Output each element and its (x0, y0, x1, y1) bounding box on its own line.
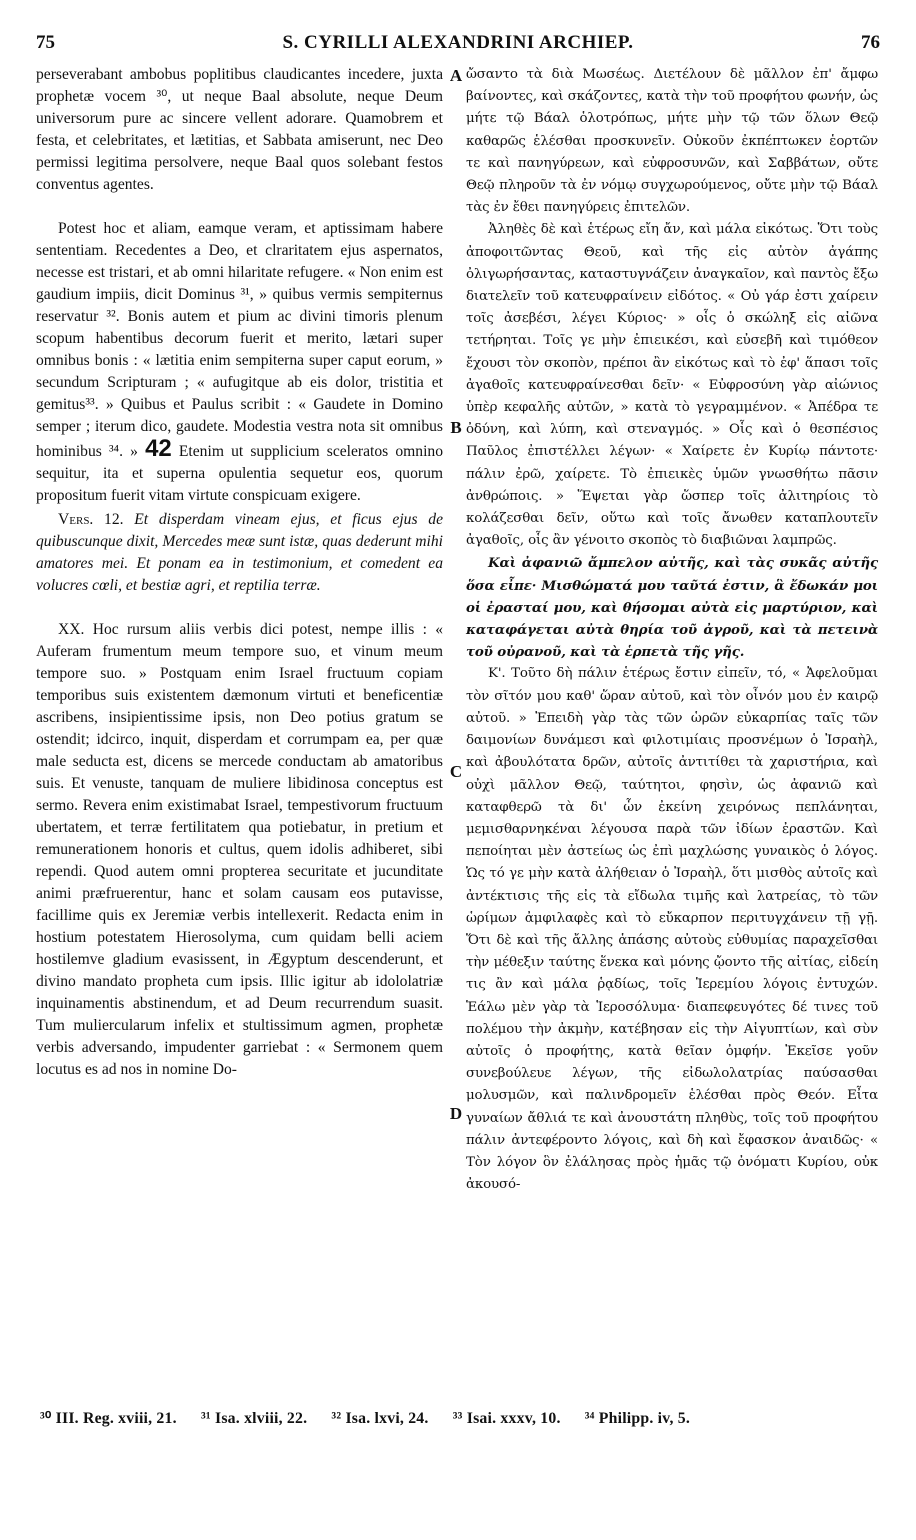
page-header (30, 32, 886, 58)
margin-marker-a: A (449, 66, 463, 85)
spacer (36, 196, 443, 218)
column-number-42: 42 (145, 435, 172, 462)
latin-text: Potest hoc et aliam, eamque veram, et aptissimam habere sententiam. Recedentes a Deo, et clraritatem ejus aspernatos, necesse est tristari, et ab omni hilaritate refugere. « Non enim est gaudium impiis, dicit Dominus ³¹, » quibus vermis sempiternus reservatur ³². Bonis autem et pium ac divini timoris plenum scopum habentibus decorum fuerit et merito, lætari super omnibus bonis : « lætitia enim sempiterna super caput eorum, » secundum Scripturam ; « aufugitque ab eis dolor, tristitia et gemitus³³. » Quibus et Paulus scribit : « Gaudete in Domino semper ; iterum dico, gaudete. Modestia vestra nota sit omnibus hominibus ³⁴. » (36, 220, 443, 460)
latin-column (36, 64, 443, 1081)
latin-paragraph: perseverabant ambobus poplitibus claudicantes incedere, juxta prophetæ vocem ³⁰, ut neque Baal absolute, neque Deum universorum pure ac sincere vellent adorare. Quamobrem et festa, et celebritates, et lætitias, et Sabbata amiserunt, nec Deo permissi legitima persolvere, neque Baal quos solebant festos conventus agentes. (36, 66, 443, 193)
greek-paragraph: ὤσαντο τὰ διὰ Μωσέως. Διετέλουν δὲ μᾶλλον ἐπ' ἄμφω βαίνοντες, καὶ σκάζοντες, κατὰ τὴν τοῦ προφήτου φωνήν, ὡς μήτε τῷ Βάαλ ὁλοτρόπως, μήτε μὴν τῷ τῶν ὅλων Θεῷ καθαρῶς ἑλέσθαι προσκυνεῖν. Οὐκοῦν ἐκπέπτωκεν ἑορτῶν τε καὶ πανηγύρεων, καὶ εὐφροσυνῶν, καὶ Σαββάτων, οὔτε Θεῷ πληροῦν τὰ ἐν νόμῳ συγχωρούμενος, οὔτε μὴν τῷ Βάαλ τὰς ἐν ἔθει πανηγύρεις ἐπιτελῶν. (466, 67, 878, 216)
margin-marker-b: B (450, 418, 462, 437)
latin-text: Etenim ut supplicium sceleratos omnino sequitur, ita et superna opulentia sequetur eos, quorum propositum fuerit vitam virtute conspicuam exigere. (36, 443, 444, 504)
footnote-31: ³¹ Isa. xlviii, 22. (200, 1410, 308, 1427)
margin-marker-d: D (449, 1104, 463, 1123)
spacer (36, 597, 443, 619)
margin-marker-c: C (449, 762, 463, 781)
latin-paragraph (36, 218, 443, 507)
running-title: S. CYRILLI ALEXANDRINI ARCHIEP. (282, 32, 634, 53)
page-number-right: 76 (861, 32, 880, 53)
footnote-30: ³⁰ III. Reg. xviii, 21. (40, 1410, 177, 1427)
footnote-33: ³³ Isai. xxxv, 10. (452, 1410, 561, 1427)
verse-label: Vers. 12. (58, 511, 124, 528)
latin-verse (36, 509, 443, 597)
greek-column (466, 64, 878, 1196)
greek-verse: Καὶ ἀφανιῶ ἄμπελον αὐτῆς, καὶ τὰς συκᾶς αὐτῆς ὅσα εἶπε· Μισθώματά μου ταῦτά ἐστιν, ἃ ἔδωκάν μοι οἱ ἐρασταί μου, καὶ θήσομαι αὐτὰ εἰς μαρτύριον, καὶ καταφάγεται αὐτὰ θηρία τοῦ ἀγροῦ, καὶ τὰ πετεινὰ τοῦ οὐρανοῦ, καὶ τὰ ἑρπετὰ τῆς γῆς. (466, 555, 878, 661)
page-number-left: 75 (36, 32, 55, 53)
footnote-32: ³² Isa. lxvi, 24. (331, 1410, 429, 1427)
latin-paragraph: XX. Hoc rursum aliis verbis dici potest, nempe illis : « Auferam frumentum meum tempore suo, et vinum meum tempore suo. » Postquam enim Israel fructuum copiam temporibus suis existentem dæmonum virtuti et beneficentiæ ascribens, insipientissime ipsis, non Deo potius gratum se ostendit; idcirco, inquit, disperdam et corrumpam ea, per quæ male seducta est, dicens se mercede conductam ab amatoribus suis. Et venuste, tanquam de muliere libidinosa conceptus est sermo. Revera enim existimabat Israel, tempestivorum fructuum ubertatem, et terræ fertilitatem qua potiebatur, in pretium et remunerationem honoris et cultus, quem idolis adhiberet, sibi rependi. Quod autem omni propterea securitate et jucunditate animi præfruerentur, hanc et solam causam eos putavisse, facillime quis ex Jeremiæ verbis intellexerit. Redacta enim in hostium potestatem Hierosolyma, cum quidam belli aciem hostilemve gladium evasissent, in Ægyptum descenderunt, et divino mandato propheta cum ipsis. Illic igitur ab idololatriæ inquinamentis abstinendum, et ad Deum recurrendum suasit. Tum muliercularum infelix et stultissimum agmen, prophetæ verbis adversando, impudenter garriebat : « Sermonem quem locutus es ad nos in nomine Do- (36, 621, 443, 1078)
footnotes (40, 1408, 886, 1428)
latin-verse-text: Et disperdam vineam ejus, et ficus ejus de quibuscunque dixit, Mercedes meæ sunt istæ, quas dederunt mihi amatores mei. Et ponam ea in testimonium, et comedent ea volucres cœli, et bestiæ agri, et reptilia terræ. (36, 511, 443, 594)
greek-paragraph: Ἀληθὲς δὲ καὶ ἑτέρως εἴη ἄν, καὶ μάλα εἰκότως. Ὅτι τοὺς ἀποφοιτῶντας Θεοῦ, καὶ τῆς εἰς αὐτὸν ἀγάπης ὀλιγωρήσαντας, καταστυγνάζειν ἀναγκαῖον, καὶ παντὸς ἔξω διατελεῖν τοῦ κατευφραίνειν εἰδότος. « Οὐ γάρ ἐστι χαίρειν τοῖς ἀσεβέσι, λέγει Κύριος· » οἷς ὁ σκώληξ εἰς αἰῶνα τετήρηται. Τοῖς γε μὴν ἐπιεικέσι, καὶ εὐσεβῆ καὶ τιμόθεον ἔχουσι τὸν σκοπὸν, πρέποι ἂν εἰκότως καὶ τὸ ἐφ' ἅπασι τοῖς ἀγαθοῖς κατευφραίνεσθαι δεῖν· « Εὐφροσύνη γὰρ αἰώνιος ὑπὲρ κεφαλῆς αὐτῶν, » κατὰ τὸ γεγραμμένον. « Ἀπέδρα τε ὀδύνη, καὶ λύπη, καὶ στεναγμός. » Οἷς καὶ ὁ θεσπέσιος Παῦλος ἐπιστέλλει λέγων· « Χαίρετε ἐν Κυρίῳ πάντοτε· πάλιν ἐρῶ, χαίρετε. Τὸ ἐπιεικὲς ὑμῶν γνωσθήτω πᾶσιν ἀνθρώποις. » Ἕψεται γὰρ ὥσπερ τοῖς ἀλιτηρίοις τὸ κολάζεσθαι δεῖν, οὕτω καὶ τοῖς ἄνωθεν καταπλουτεῖν ἀγαθοῖς, οἷς ἂν γένοιτο σκοπὸς τὸ διαβιῶναι λαμπρῶς. (466, 222, 878, 549)
footnote-34: ³⁴ Philipp. iv, 5. (584, 1410, 691, 1427)
greek-paragraph: Κ'. Τοῦτο δὴ πάλιν ἑτέρως ἔστιν εἰπεῖν, τό, « Ἀφελοῦμαι τὸν σῖτόν μου καθ' ὥραν αὐτοῦ, καὶ τὸν οἶνόν μου ἐν καιρῷ αὐτοῦ. » Ἐπειδὴ γὰρ τὰς τῶν ὡρῶν εὐκαρπίας ταῖς τῶν δαιμονίων δυνάμεσι καὶ φιλοτιμίαις προσνέμων ὁ Ἰσραὴλ, καὶ ἀβουλότατα δρῶν, αὐτοῖς ἀντιτίθει τὰ χαριστήρια, καὶ οὐχὶ μᾶλλον Θεῷ, ταύτητοι, φησὶν, ὡς ἀφανιῶ καὶ καταφθερῶ τὰ δι' ὧν ἐκείνη χειρόνως πεπλάνηται, μεμισθαρνηκέναι λέγουσα παρὰ τῶν ἰδίων ἐραστῶν. Καὶ πεποίηται μὲν ἀστείως ὡς ἐπὶ μαχλώσης γυναικὸς ὁ λόγος. Ὡς τό γε μὴν κατὰ ἀλήθειαν ὁ Ἰσραὴλ, ὅτι μισθὸς αὐτοῖς καὶ ἀντέκτισις τῆς εἰς τὰ εἴδωλα τιμῆς καὶ λατρείας, τὸ τῶν ὡρίμων ἀμφιλαφὲς καὶ τὸ εὔκαρπον περιτυγχάνειν τῇ γῇ. Ὅτι δὲ καὶ τῆς ἄλλης ἁπάσης αὐτοὺς εὐθυμίας παραχεῖσθαι τὴν μέθεξιν ταύτης ἕνεκα καὶ μόνης ᾤοντο τῆς αἰτίας, εἰδείη τις ἂν καὶ μάλα ῥᾳδίως, τοῖς Ἱερεμίου λόγοις ἐντυχών. Ἑάλω μὲν γὰρ τὰ Ἱεροσόλυμα· διαπεφευγότες δέ τινες τοῦ πολέμου τὴν ἀκμὴν, κατέβησαν εἰς τὴν Αἰγυπτίων, καὶ σὺν αὐτοῖς ὁ προφήτης, κατὰ θεῖαν ὀμφήν. Ἐκεῖσε γοῦν συνεβούλευε λέγων, τῆς εἰδωλολατρίας παύσασθαι μολυσμῶν, καὶ παλινδρομεῖν ἑλέσθαι πρὸς Θεόν. Εἶτα γυναίων ἄθλιά τε καὶ ἀνουστάτη πληθὺς, τοῖς τοῦ προφήτου πάλιν ἀντεφέροντο λόγοις, καὶ δὴ καὶ ἔφασκον ἀναιδῶς· « Τὸν λόγον ὃν ἐλάλησας πρὸς ἡμᾶς τῷ ὀνόματι Κυρίου, οὐκ ἀκουσό- (466, 666, 878, 1193)
